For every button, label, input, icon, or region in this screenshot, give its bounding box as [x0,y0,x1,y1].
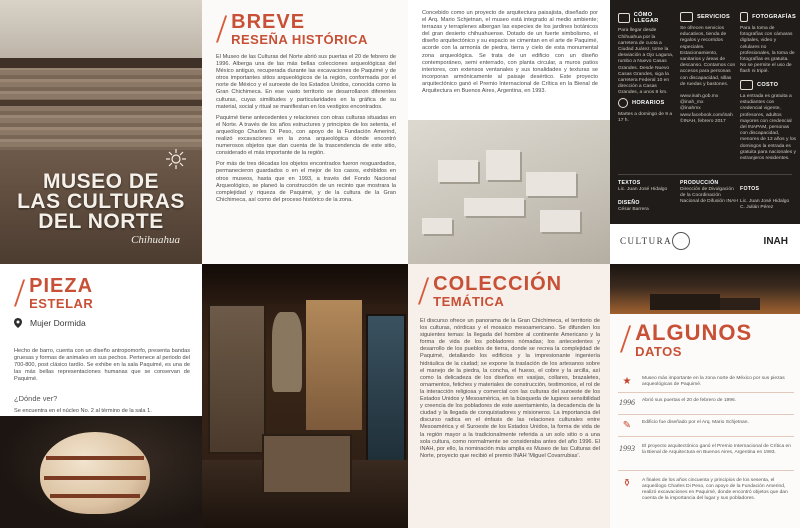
servicios-block [680,12,736,125]
location-pin-icon [14,318,22,328]
section-title: COLECCIÓN [433,273,563,295]
horarios-block [618,98,674,124]
cover-roof-beam [0,58,202,68]
where-label: ¿Dónde ver? [14,394,58,403]
sun-emblem-icon [165,148,187,170]
cover-title [0,172,202,232]
credit-value: Dirección de Divulgación de la Coordinación Nacional de Difusión INAH [680,187,738,204]
item-name: Mujer Dormida [30,318,86,328]
dato-item: 1996 Abrió sus puertas el 20 de febrero de 1996. [619,398,737,407]
cover-panel [0,0,202,264]
dollar-icon [740,80,753,90]
cover-title-line: DEL NORTE [38,210,164,233]
coleccion-tematica-panel [408,264,610,528]
dato-item: ⚱ A finales de los años cincuenta y principios de los sesenta, el arqueólogo Charles Di Peso, con apoyo de la Fundación Amerind, realizó excavaciones en Paquimé, donde encontró objetos que dan cuenta de la importancia del lugar y sus pobladores. [618,478,794,502]
datos-heading [620,316,753,361]
section-subtitle: TEMÁTICA [433,294,505,309]
section-subtitle: RESEÑA HISTÓRICA [231,32,368,47]
divider [618,174,792,175]
credit-label: TEXTOS [618,180,641,186]
pieza-heading [14,270,94,315]
block-text: La entrada es gratuita a estudiantes con credencial vigente, profesores, adultos mayores con credencial del INAPAM, personas con discapacidad, menores de 13 años y los domingos la entrada es gratuita para nacionales y extranjeros residentes. [740,94,797,162]
credit-produccion [680,180,738,205]
dato-item: ✎ Edificio fue diseñado por el Arq. Mario Schjetnan. [618,420,794,431]
year-1996-icon: 1996 [619,398,635,407]
section-title: ALGUNOS [635,320,753,345]
como-llegar-block [618,12,674,97]
concebido-panel [408,0,610,264]
info-panel [610,0,800,264]
block-text: Se ofrecen servicios educativos, tienda de regalos y recorridos especiales. Estacionamiento, sanitarios y áreas de descanso. Contamos con accesos para personas con discapacidad, sillas de ruedas y bastones. [680,26,736,87]
contact-links[interactable]: www.inah.gob.mx @inah_mx @inahmx www.facebook.com/inah ©INAH, febrero 2017 [680,94,733,124]
slash-ornament-icon: / [216,6,228,51]
camera-icon [740,12,748,22]
section-subtitle: DATOS [635,344,682,359]
star-icon: ★ [622,376,632,387]
pencil-icon: ✎ [622,420,632,431]
section-title: PIEZA [29,275,94,297]
mujer-dormida-photo [0,416,202,528]
breve-resena-panel [202,0,408,264]
pot-body [40,432,150,514]
car-icon [618,13,630,23]
cover-title-line: LAS CULTURAS [17,190,185,213]
credit-value: César Barrera [618,207,649,212]
cultura-logo: CULTURA [620,236,673,246]
costo-block [740,80,796,162]
where-text: Se encuentra en el núcleo No. 2 al término de la sala 1. [14,408,152,414]
pieza-estelar-panel [0,264,202,528]
logo-bar [610,224,800,264]
credit-label: PRODUCCIÓN [680,180,719,186]
paragraph: Paquimé tiene antecedentes y relaciones con otras culturas situadas en el Norte. A través de los años estructures y principios de los setenta, el arqueólogo Charles Di Peso, con apoyo de la Fundación Amerind, realizó excavaciones en la zona arqueológica dónde encontró numerosos objetos que dan cuenta de la trascendencia de este sitio, considerado el más importante de la región. [216,114,396,157]
pottery-icon: ⚱ [622,478,632,489]
block-title: HORARIOS [632,99,665,106]
algunos-datos-panel [610,264,800,528]
museum-interior-photo [202,264,408,528]
section-title: BREVE [231,11,306,33]
paragraph: El Museo de las Culturas del Norte abrió sus puertas el 20 de febrero de 1996. Alberga una de las más bellas colecciones arqueológicas del México antiguo, recuperada durante las excavaciones de Paquimé y de otros importantes sitios arqueológicos de la región, conformada por el norte de México y el suroeste de los Estados Unidos, conocida como la Gran Chichimeca. En ese vasto territorio se desarrollaron diferentes culturas, cuyas similitudes y particularidades en la gráfica de su material, social y ritual se manifiestan en los vestigios encontrados. [216,54,396,110]
paragraph: Por más de tres décadas los objetos encontrados fueron resguardados, permanecieron guardados o en el mejor de los casos, exhibidos en otros museos, hasta que en 1993, a través del Fondo Nacional Arqueológico, se planeó la construcción de un recinto que mostrara la complejidad y riqueza de Paquimé, y de la cultura de la Gran Chichimeca, así como del proceso histórico de la zona. [216,161,396,203]
block-text: Martes a domingo de 9 a 17 h. [618,112,673,124]
breve-heading [216,6,368,51]
sunset-building-photo [610,264,800,314]
block-text: Para llegar desde Chihuahua por la carretera de cuota a Ciudad Juárez, tome la desviación a Ojo Laguna, rumbo a Nuevo Casas Grandes. Desde Nuevo Casas Grandes, siga la carretera Federal 10 en dirección a Casas Grandes, a unos 8 km. [618,28,674,96]
cover-ledge [0,100,202,106]
credit-label: DISEÑO [618,200,640,206]
block-title: COSTO [757,81,779,88]
inah-logo: INAH [763,236,788,247]
credit-value: Lic. Juan José Hidalgo [618,187,668,192]
credit-value: Lic. Juan José Hidalgo C. Julián Pérez [740,199,790,210]
credit-label: FOTOS [740,186,760,192]
fotografias-block [740,12,796,76]
item-name-row [14,318,86,328]
slash-ornament-icon: / [620,316,632,361]
cover-subtitle: Chihuahua [131,234,180,246]
cover-sky [0,0,202,58]
architecture-model-photo [408,120,610,264]
slash-ornament-icon: / [418,268,430,313]
clock-icon [618,98,628,108]
block-title: CÓMO LLEGAR [633,12,659,25]
cover-title-line: MUSEO DE [42,170,159,193]
section-subtitle: ESTELAR [29,296,94,311]
block-title: SERVICIOS [697,13,731,20]
block-text: Para la toma de fotografías con cámaras digitales, video y celulares no profesionales, la toma de fotografías es gratuita. No se permite el uso de flash ni tripié. [740,26,795,75]
breve-body [216,54,396,208]
dato-item: 1993 El proyecto arquitectónico ganó el Premio Internacional de Crítica en la Bienal de Arquitectura en Buenos Aires, Argentina en 1993. [619,444,791,455]
services-icon [680,12,693,22]
coleccion-body: El discurso ofrece un panorama de la Gran Chichimeca, el territorio de los culturas, nórdicas y el mosaico mesoamericano. Se difunden los siguientes temas: la llegada del hombre al continente Americano y la forma de vida de los pobladores nómadas; los antecedentes y desarrollo de los pueblos de tierra, donde se recrea la complejidad de Paquimé, detallando los edificios y la impresionante ingeniería hidráulica de la ciudad; se expone la traslación de los artesanos sobre el manejo de la piedra, la concha, el hueso, el cobre y la arcilla, así como la delicadeza de los diseños en vasijas, collares, brazaletes, ornamentos, fetiches y materiales de construcción, testimonios, el rol de la interacción religiosa y comercial con las culturas del suroeste de los Estados Unidos y Mesoamérica, en la búsqueda de lugares sensibilidad y creencia de los pobladores de este asentamiento, la decadencia de la ciudad y la llegada de conquistadores y misioneros. La importancia del discurso radica en el énfasis de las relaciones culturales entre Mesoamérica y el Suroeste de los Estados Unidos, la forma de vida de la región mayor a la tradicionalmente referida a un solo sitio o a una sola cultura, como normalmente se consideraba antes del año 1996. El INAH, por ello, la nominación más amplia es Museo de las Culturas del Norte, proyecto que recibió el premio INAH 'Miguel Covarrubias'. [420,318,600,459]
mexico-seal-icon [672,232,690,250]
year-1993-icon: 1993 [619,444,635,453]
coleccion-heading [418,268,563,313]
dato-item: ★ Museo más importante en la zona norte de México por sus piezas arqueológicas de Paquimé. [618,376,794,388]
concebido-body: Concebido como un proyecto de arquitectura paisajista, diseñado por el Arq. Mario Schjetnan, el museo está integrado al medio ambiente; terrazas y terraplenes albergan las especies de los jardines botánicos del gran desierto chihuahuense. Dotado de un fuerte simbolismo, el diseño arquitectónico y su espacio se cimentan en el arte de Paquimé, acorde con la armonía de piedra, tierra y cielo de esta monumental zona arqueológica. Se trata de un edificio con un diseño contemporáneo, semi enterrado, con planta circular, a muros patios interiores, con extensos ventanales y sus tonalidades y texturas se incorporan armónicamente al paisaje desértico. Este proyecto arquitectónico ganó el Premio Internacional de Crítica en la Bienal de Arquitectura en Buenos Aires, Argentina, en 1993. [422,10,598,95]
pieza-description: Hecho de barro, cuenta con un diseño antropomorfo, presenta bandas gruesas y formas de animales en sus pechos. Pertenece al periodo del 700-800, post clásico tardío. Se exhibe en la sala Paquimé, es una de las más bellas representaciones humanas que se conservan de Paquimé. [14,348,190,383]
slash-ornament-icon: / [14,270,26,315]
block-title: FOTOGRAFÍAS [752,13,796,20]
credit-diseno [618,200,674,213]
credit-fotos [740,180,796,211]
credit-textos [618,180,674,193]
